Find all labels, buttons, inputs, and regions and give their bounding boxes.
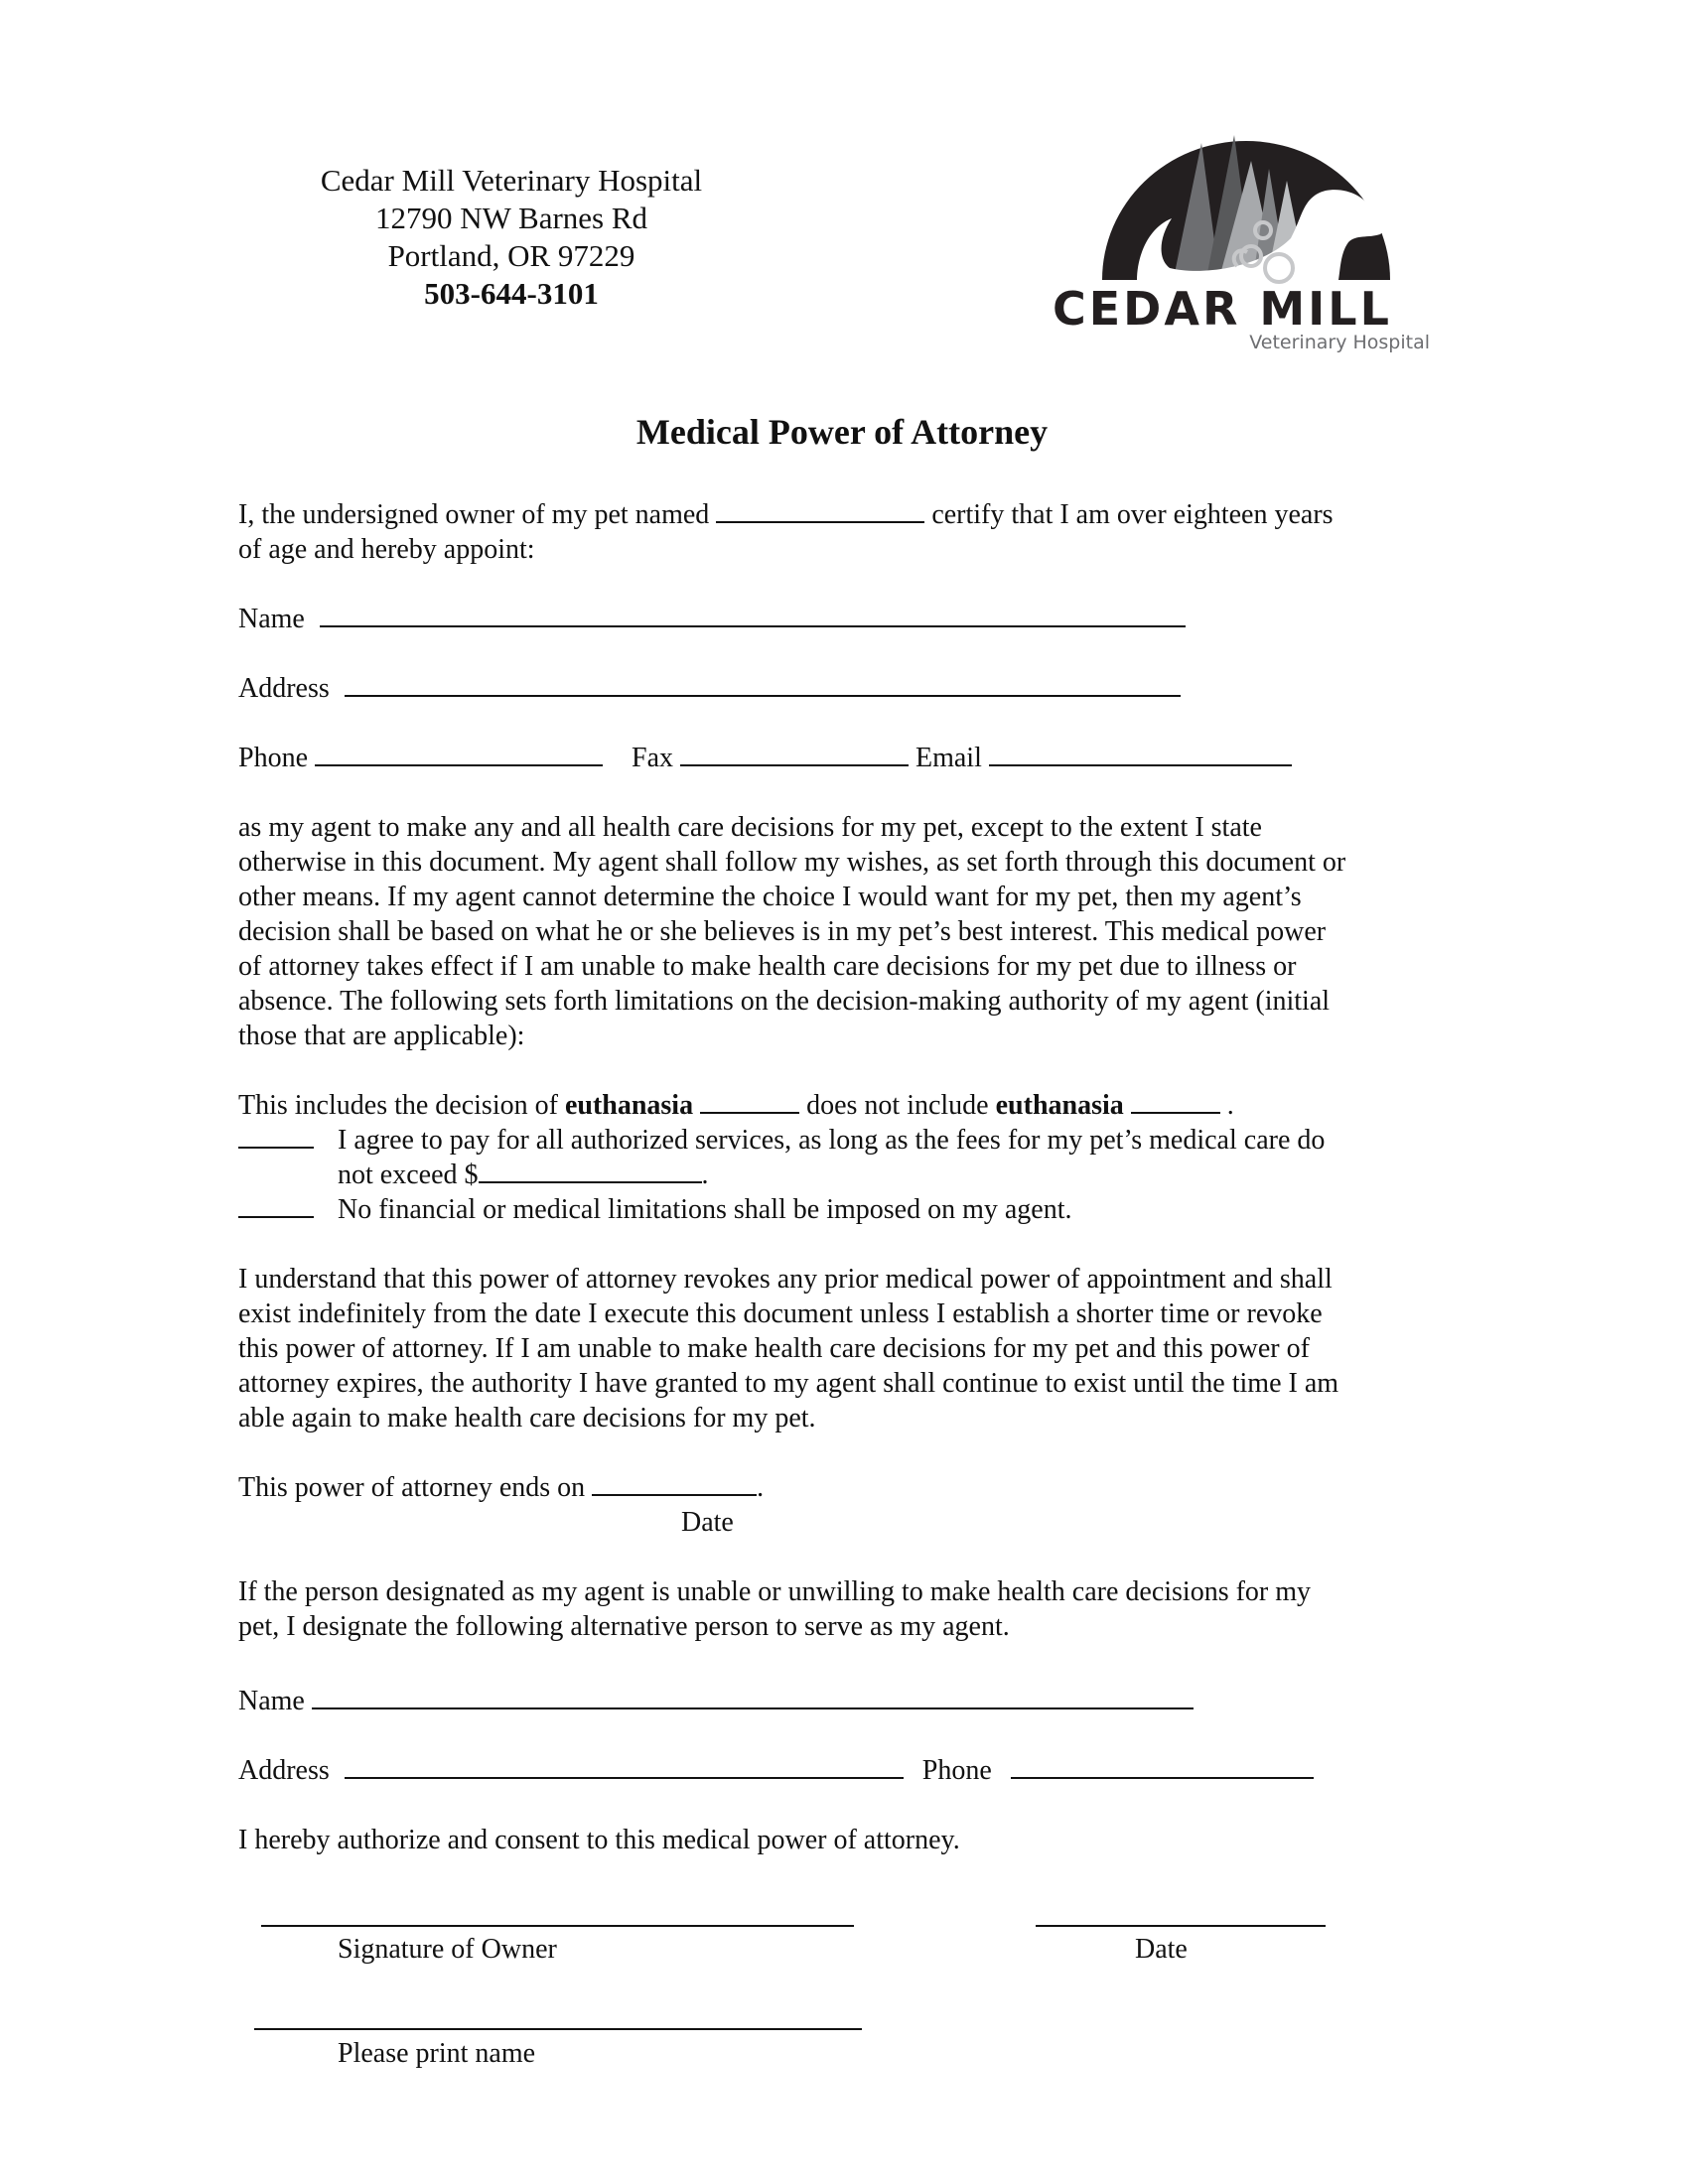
- agent-fax-field[interactable]: [680, 741, 909, 766]
- document-title: Medical Power of Attorney: [635, 412, 1049, 452]
- agent-fax-label: Fax: [632, 743, 673, 773]
- revocation-line: I understand that this power of attorney revokes any prior medical power of appointment and shall: [238, 1264, 1333, 1295]
- agent-name-field[interactable]: [320, 602, 1186, 627]
- authority-line: absence. The following sets forth limitations on the decision-making authority of my agent (initial: [238, 986, 1331, 1017]
- revocation-line: exist indefinitely from the date I execute this document unless I establish a shorter time or revoke: [238, 1298, 1323, 1329]
- intro-text-after: certify that I am over eighteen years: [931, 499, 1334, 530]
- alternate-name-row: [238, 1684, 1194, 1718]
- alternate-line: If the person designated as my agent is unable or unwilling to make health care decisions for my: [238, 1576, 1312, 1607]
- euthanasia-keyword: euthanasia: [564, 1090, 694, 1121]
- revocation-line: attorney expires, the authority I have granted to my agent shall continue to exist until the time I am: [238, 1368, 1339, 1399]
- no-limits-row: [238, 1192, 314, 1227]
- logo-wordmark: CEDAR MILL: [1053, 282, 1392, 336]
- authority-line: as my agent to make any and all health care decisions for my pet, except to the extent I state: [238, 812, 1262, 843]
- alternate-contact-row: [238, 1753, 1314, 1788]
- euthanasia-includes-initial-field[interactable]: [700, 1088, 799, 1114]
- pay-option-line2: [338, 1158, 709, 1192]
- end-date-period: .: [757, 1472, 765, 1503]
- no-limits-text: No financial or medical limitations shall be imposed on my agent.: [338, 1194, 1072, 1225]
- alternate-phone-label: Phone: [921, 1755, 992, 1786]
- intro-line2: of age and hereby appoint:: [238, 534, 535, 565]
- alternate-paragraph: [238, 1574, 1470, 1644]
- agent-address-label: Address: [238, 673, 330, 704]
- intro-text-before: I, the undersigned owner of my pet named: [238, 499, 710, 530]
- end-date-field[interactable]: [592, 1470, 757, 1496]
- pet-name-field[interactable]: [716, 497, 924, 523]
- pay-option-row: [238, 1123, 314, 1158]
- agent-name-label: Name: [238, 604, 305, 634]
- logo-subtitle: Veterinary Hospital: [1249, 332, 1430, 353]
- agent-address-field[interactable]: [345, 671, 1181, 697]
- agent-address-row: [238, 671, 1181, 706]
- end-date-row: [238, 1470, 764, 1505]
- authority-line: of attorney takes effect if I am unable to make health care decisions for my pet due to illness or: [238, 951, 1297, 982]
- euthanasia-includes-text: This includes the decision of: [238, 1090, 558, 1121]
- pay-limit-amount-field[interactable]: [479, 1158, 702, 1183]
- revocation-line: able again to make health care decisions for my pet.: [238, 1403, 816, 1433]
- alternate-address-label: Address: [238, 1755, 330, 1786]
- authority-line: decision shall be based on what he or she believes is in my pet’s best interest. This medical power: [238, 916, 1327, 947]
- agent-email-field[interactable]: [989, 741, 1292, 766]
- signature-date-caption: Date: [1135, 1934, 1188, 1965]
- alternate-name-field[interactable]: [312, 1684, 1194, 1709]
- alternate-phone-field[interactable]: [1011, 1753, 1314, 1779]
- owner-signature-caption: Signature of Owner: [338, 1934, 557, 1965]
- clinic-name: Cedar Mill Veterinary Hospital: [320, 163, 703, 198]
- agent-name-row: [238, 602, 1186, 636]
- clinic-logo: [1043, 119, 1450, 377]
- agent-phone-label: Phone: [238, 743, 308, 773]
- revocation-line: this power of attorney. If I am unable to make health care decisions for my pet and this power of: [238, 1333, 1310, 1364]
- intro-line1: [238, 497, 1334, 532]
- authority-line: other means. If my agent cannot determine the choice I would want for my pet, then my agent’s: [238, 882, 1302, 912]
- euthanasia-keyword: euthanasia: [995, 1090, 1124, 1121]
- clinic-address-line1: 12790 NW Barnes Rd: [374, 201, 648, 235]
- pay-limit-label: not exceed $: [338, 1160, 479, 1190]
- consent-statement: I hereby authorize and consent to this medical power of attorney.: [238, 1825, 960, 1855]
- revocation-paragraph: [238, 1262, 1470, 1435]
- dog-and-trees-logo-icon: [1043, 119, 1450, 288]
- agent-email-label: Email: [915, 743, 982, 773]
- pay-option-initial-field[interactable]: [238, 1123, 314, 1149]
- alternate-line: pet, I designate the following alternative person to serve as my agent.: [238, 1611, 1010, 1642]
- euthanasia-period: .: [1226, 1090, 1234, 1121]
- no-limits-initial-field[interactable]: [238, 1192, 314, 1218]
- alternate-address-field[interactable]: [345, 1753, 904, 1779]
- clinic-phone: 503-644-3101: [424, 276, 599, 311]
- authority-line: otherwise in this document. My agent shall follow my wishes, as set forth through this document or: [238, 847, 1346, 878]
- print-name-line[interactable]: [254, 2028, 862, 2030]
- euthanasia-excludes-initial-field[interactable]: [1131, 1088, 1220, 1114]
- print-name-caption: Please print name: [338, 2038, 536, 2069]
- alternate-name-label: Name: [238, 1686, 305, 1716]
- end-date-caption: Date: [681, 1507, 734, 1538]
- pay-limit-period: .: [701, 1160, 709, 1190]
- signature-date-line[interactable]: [1036, 1925, 1326, 1927]
- euthanasia-excludes-text: does not include: [806, 1090, 989, 1121]
- agent-contact-row: [238, 741, 1292, 775]
- clinic-address-line2: Portland, OR 97229: [387, 238, 635, 273]
- euthanasia-row: [238, 1088, 1234, 1123]
- end-date-label: This power of attorney ends on: [238, 1472, 586, 1503]
- owner-signature-line[interactable]: [261, 1925, 854, 1927]
- agent-phone-field[interactable]: [315, 741, 603, 766]
- authority-line: those that are applicable):: [238, 1021, 525, 1051]
- pay-option-line1: I agree to pay for all authorized services, as long as the fees for my pet’s medical care do: [338, 1125, 1326, 1156]
- authority-paragraph: [238, 810, 1470, 1053]
